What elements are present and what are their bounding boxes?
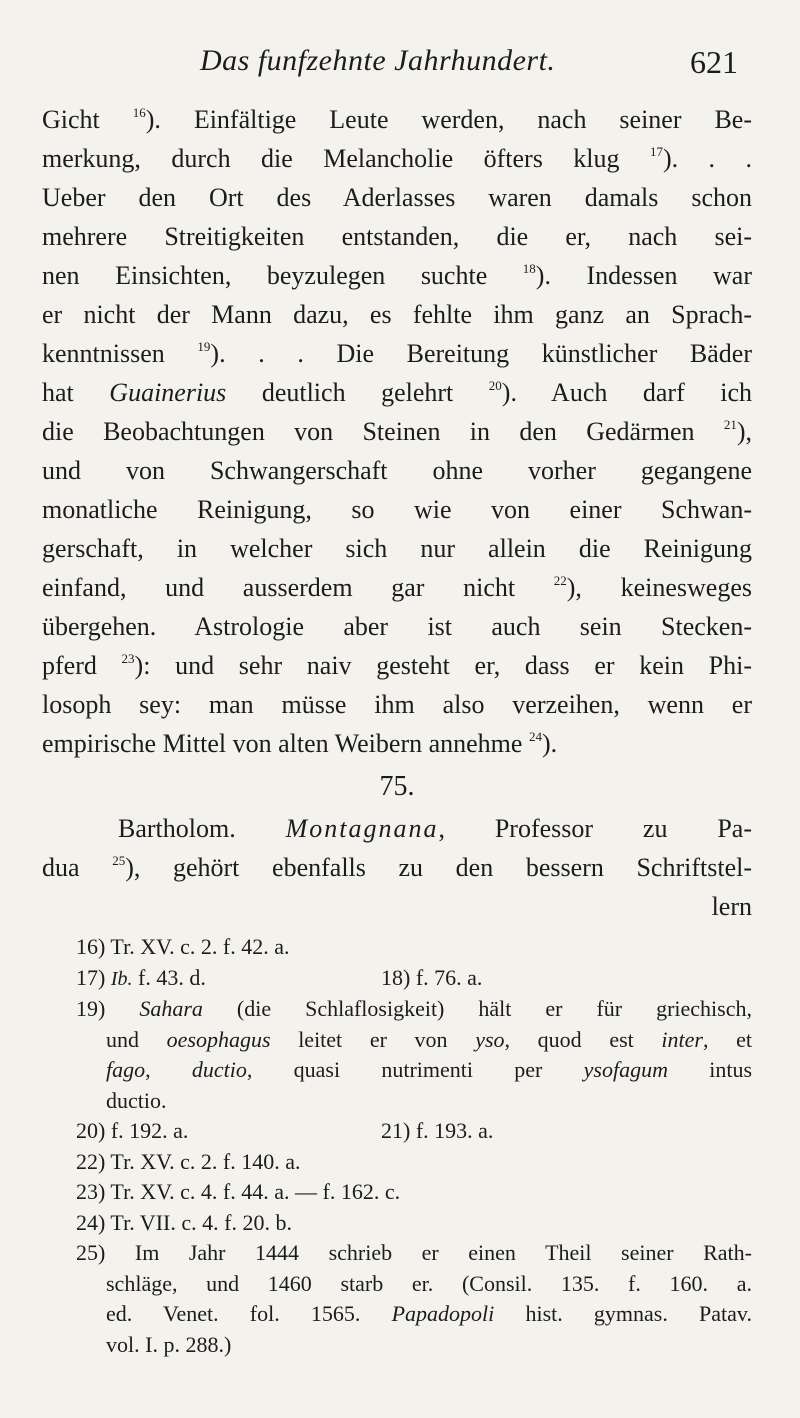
text-line: pferd $^{23}$): und sehr naiv gesteht er, dass er kein Phi- — [42, 651, 752, 680]
text-line: hat Guainerius deutlich gelehrt $^{20}$). Auch darf ich — [42, 378, 753, 407]
running-title: Das funfzehnte Jahrhundert. — [200, 44, 556, 77]
footnote-21: 21) f. 193. a. — [381, 1118, 494, 1143]
footnote-18: 18) f. 76. a. — [381, 964, 483, 990]
footnote-ref: 24 — [528, 729, 542, 744]
footnotes — [76, 932, 752, 1360]
text-line: nen Einsichten, beyzulegen suchte $^{18}$). Indessen war — [42, 261, 752, 290]
page-header — [0, 38, 800, 88]
text-line: empirische Mittel von alten Weibern annehme $^{24}$). — [42, 729, 558, 758]
footnote-20-21: 20) f. 192. a. 21) f. 193. a. — [76, 1116, 752, 1147]
footnote-ref: 22 — [553, 573, 567, 588]
text-line: er nicht der Mann dazu, es fehlte ihm ganz an Sprach- — [42, 300, 752, 329]
text-line: Bartholom. Montagnana, Professor zu Pa- — [118, 814, 752, 843]
footnote-19: 19) Sahara (die Schlaflosigkeit) hält er für griechisch, und oesophagus leitet er von yso, quod est inter, et fago, ductio, quasi nutrimenti per ysofagum intus ductio. — [76, 996, 752, 1113]
text-line: einfand, und ausserdem gar nicht $^{22}$), keinesweges — [42, 573, 752, 602]
text-line: monatliche Reinigung, so wie von einer Schwan- — [42, 495, 752, 524]
text-line: losoph sey: man müsse ihm also verzeihen, wenn er — [42, 690, 752, 719]
text-line: Ueber den Ort des Aderlasses waren damals schon — [42, 183, 752, 212]
text-line: kenntnissen $^{19}$). . . Die Bereitung künstlicher Bäder — [42, 339, 753, 368]
text-line: gerschaft, in welcher sich nur allein die Reinigung — [42, 534, 752, 563]
section-number: 75. — [379, 771, 415, 802]
footnote-ref: 19 — [197, 339, 211, 354]
footnote-16: 16) Tr. XV. c. 2. f. 42. a. — [76, 934, 290, 959]
text-line: übergehen. Astrologie aber ist auch sein Stecken- — [42, 612, 752, 641]
footnote-ref: 23 — [121, 651, 135, 666]
text-line: und von Schwangerschaft ohne vorher gegangene — [42, 456, 752, 485]
text-line: die Beobachtungen von Steinen in den Gedärmen $^{21}$), — [42, 417, 752, 446]
footnote-ref: 21 — [723, 417, 737, 432]
footnote-24: 24) Tr. VII. c. 4. f. 20. b. — [76, 1209, 292, 1235]
footnote-ref: 16 — [132, 105, 146, 120]
footnote-25: 25) Im Jahr 1444 schrieb er einen Theil seiner Rath- schläge, und 1460 starb er. (Consil. 135. f. 160. a. ed. Venet. fol. 1565. Papadopoli hist. gymnas. Patav. vol. I. p. 288.) — [76, 1240, 752, 1357]
text-line: lern — [711, 892, 752, 921]
text-line: merkung, durch die Melancholie öfters klug $^{17}$). . . — [42, 144, 752, 173]
text-line: Gicht $^{16}$). Einfältige Leute werden, nach seiner Be- — [42, 105, 752, 134]
text-line: dua $^{25}$), gehört ebenfalls zu den bessern Schriftstel- — [42, 853, 752, 882]
footnote-ref: 17 — [649, 144, 663, 159]
page-number: 621 — [690, 44, 738, 80]
text-line: mehrere Streitigkeiten entstanden, die er, nach sei- — [42, 222, 752, 251]
main-text — [42, 100, 752, 926]
footnote-23: 23) Tr. XV. c. 4. f. 44. a. — f. 162. c. — [76, 1179, 401, 1204]
footnote-22: 22) Tr. XV. c. 2. f. 140. a. — [76, 1148, 301, 1174]
footnote-ref: 18 — [522, 261, 536, 276]
footnote-17-18: 17) Ib. f. 43. d. 18) f. 76. a. — [76, 963, 752, 995]
